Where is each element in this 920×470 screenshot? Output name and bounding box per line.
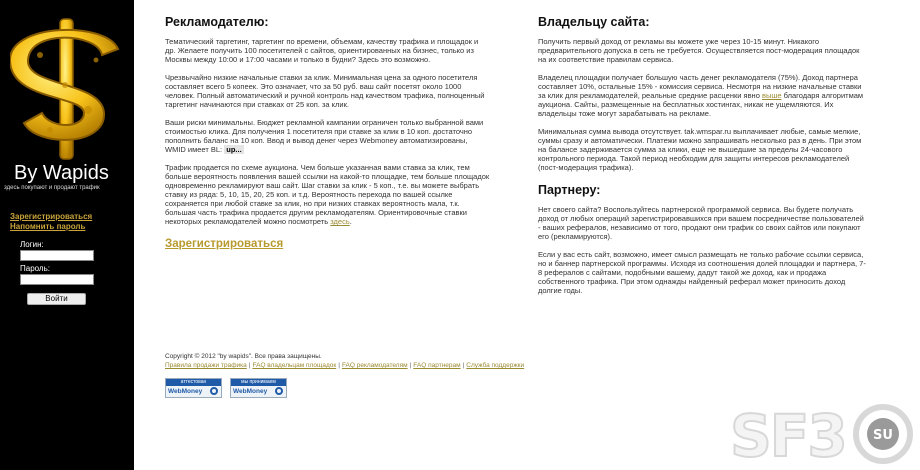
login-button[interactable]: Войти bbox=[27, 293, 86, 305]
advertiser-paragraph-3-text: Ваши риски минимальны. Бюджет рекламной кампании ограничен только выбранной вами стоимостью клика. Для получения 1 посетителя при ставке за клик в 10 коп. достаточно пополнить баланс на 10 коп. Ввод и вывод денег через Webmoney автоматизированы, WMID имеет BL: bbox=[165, 118, 484, 154]
owner-paragraph-1: Получить первый доход от рекламы вы можете уже через 10-15 минут. Никакого предварительного допуска в сеть не требуется. Осуществляется пост-модерация площадок на их соответствие правилам сервиса. bbox=[538, 37, 860, 64]
owner-title: Владельцу сайта: bbox=[538, 15, 650, 29]
webmoney-attested-badge[interactable] bbox=[165, 378, 222, 398]
remind-password-link[interactable]: Напомнить пароль bbox=[10, 222, 86, 231]
login-input[interactable] bbox=[20, 250, 94, 261]
password-label: Пароль: bbox=[20, 264, 50, 273]
footer-separator: | bbox=[462, 362, 465, 369]
footer-link-support[interactable]: Служба поддержки bbox=[466, 362, 525, 369]
footer-separator: | bbox=[409, 362, 412, 369]
copyright: Copyright © 2012 "by wapids". Все права защищены. bbox=[165, 353, 322, 360]
owner-paragraph-2-after: благодаря алгоритмам аукциона. Сайты, размещенные на бесплатных хостингах, никак не ущемляются. Их владельцы тоже могут зарабатывать на рекламе. bbox=[538, 91, 864, 118]
login-form bbox=[20, 240, 94, 306]
partner-title: Партнеру: bbox=[538, 183, 601, 197]
partner-paragraph-2: Если у вас есть сайт, возможно, имеет смысл размещать не только рабочие ссылки сервиса, но и баннер партнерской программы. Исходя из соотношения долей площадки и партнера, 7-8 рефералов с сайтами, подобными вашему, дадут такой же доход, как и продажа собственного трафика. При этом однажды найденный реферал может приносить доход долгие годы. bbox=[538, 250, 866, 295]
advertiser-paragraph-4: Трафик продается по схеме аукциона. Чем больше указанная вами ставка за клик, тем больше вероятность появления вашей ссылки на какой-то площадке, тем больше площадок одновременно рекламируют ваш сайт. Шаг ставки за клик - 5 коп., т.е. вы можете выбрать ставку из ряда: 5, 10, 15, 20, 25 коп. и т.д. Вероятность перехода по вашей ссылке сохраняется при любой ставке за клик, но при низких ставках вероятность мала, т.к. большая часть трафика продается другим рекламодателям. Ориентировочные ставки некоторых рекламодателей можно посмотреть здесь. bbox=[165, 163, 490, 226]
partner-paragraph-1: Нет своего сайта? Воспользуйтесь партнерской программой сервиса. Вы будете получать доход от любых операций зарегистрировавшихся при вашем посредничестве пользователей - ваших рефералов, независимо от того, продают они трафик со своих сайтов или покупают его (рекламируются). bbox=[538, 205, 864, 241]
advertiser-title: Рекламодателю: bbox=[165, 15, 269, 29]
footer-links bbox=[165, 361, 524, 370]
badge-attested-bottom: WebMoney bbox=[168, 388, 203, 395]
owner-paragraph-3: Минимальная сумма вывода отсутствует. tak.wmspar.ru выплачивает любые, самые мелкие, суммы сразу и автоматически. Платежи можно запрашивать несколько раз в день. При этом на балансе задерживается сумма за клики, еще не вышедшие за пределы 24-часового контрольного периода. Такой период необходим для защиты интересов рекламодателей (пост-модерация трафика). bbox=[538, 127, 862, 172]
sf3-watermark-logo bbox=[728, 400, 918, 468]
owner-paragraph-2-before: Владелец площадки получает большую часть денег рекламодателя (75%). Доход партнера составляет 10%, остальные 15% - комиссия сервиса. Несмотря на низкие начальные ставки за клик для рекламодателей, реальные средние расценки явно bbox=[538, 73, 862, 100]
brand-name: By Wapids bbox=[14, 162, 109, 184]
account-links bbox=[10, 212, 92, 232]
register-big-link[interactable]: Зарегистрироваться bbox=[165, 238, 284, 250]
password-input[interactable] bbox=[20, 274, 94, 285]
advertiser-paragraph-1: Тематический таргетинг, таргетинг по времени, объемам, качеству трафика и площадок и др. Желаете получить 100 посетителей с сайтов, ориентированных на бизнес, только из Москвы между 10:00 и 17:00 часами и только в будни? Здесь это возможно. bbox=[165, 37, 479, 64]
dollar-logo-icon bbox=[10, 15, 125, 165]
advertiser-paragraph-3 bbox=[165, 118, 490, 154]
footer-link-faq-partners[interactable]: FAQ партнерам bbox=[413, 362, 461, 369]
owner-section bbox=[538, 15, 868, 304]
webmoney-globe-icon bbox=[275, 387, 283, 395]
brand-tagline: здесь покупают и продают трафик bbox=[4, 185, 100, 191]
webmoney-badges bbox=[165, 378, 524, 398]
sidebar bbox=[0, 0, 134, 470]
watermark-text: SF3 bbox=[730, 402, 846, 468]
register-link[interactable]: Зарегистрироваться bbox=[10, 212, 93, 221]
watermark-suffix: SU bbox=[873, 428, 893, 443]
advertiser-section bbox=[165, 15, 490, 250]
footer-link-faq-advertisers[interactable]: FAQ рекламодателям bbox=[341, 362, 408, 369]
badge-accepted-top: мы принимаем bbox=[231, 379, 286, 386]
footer-link-rules[interactable]: Правила продажи трафика bbox=[165, 362, 247, 369]
badge-attested-top: аттестован bbox=[166, 379, 221, 386]
footer-separator: | bbox=[248, 362, 251, 369]
footer-separator: | bbox=[338, 362, 340, 369]
advertiser-paragraph-2: Чрезвычайно низкие начальные ставки за клик. Минимальная цена за одного посетителя составляет всего 5 копеек. Это означает, что за 50 руб. ваш сайт посетят около 1000 человек. Полный автоматический и ручной контроль над качеством трафика, полноценный таргетинг начинаются при ставках от 25 коп. за клик. bbox=[165, 73, 485, 109]
bl-badge: up... bbox=[226, 145, 242, 154]
badge-accepted-bottom: WebMoney bbox=[233, 388, 268, 395]
webmoney-accepted-badge[interactable] bbox=[230, 378, 287, 398]
rates-here-link[interactable]: здесь bbox=[330, 217, 350, 226]
webmoney-globe-icon bbox=[210, 387, 218, 395]
login-label: Логин: bbox=[20, 240, 44, 249]
footer-link-faq-owners[interactable]: FAQ владельцам площадок bbox=[252, 362, 337, 369]
footer bbox=[165, 352, 524, 398]
advertiser-paragraph-4-text: Трафик продается по схеме аукциона. Чем больше указанная вами ставка за клик, тем больше вероятность появления вашей ссылки на какой-то площадке, тем больше площадок одновременно рекламируют ваш сайт. Шаг ставки за клик - 5 коп., т.е. вы можете выбрать ставку из ряда: 5, 10, 15, 20, 25 коп. и т.д. Вероятность перехода по вашей ссылке сохраняется при любой ставке за клик, но при низких ставках вероятность мала, т.к. большая часть трафика продается другим рекламодателям. Ориентировочные ставки некоторых рекламодателей можно посмотреть bbox=[165, 163, 490, 226]
owner-paragraph-2 bbox=[538, 73, 868, 118]
higher-rates-link[interactable]: выше bbox=[761, 91, 782, 100]
